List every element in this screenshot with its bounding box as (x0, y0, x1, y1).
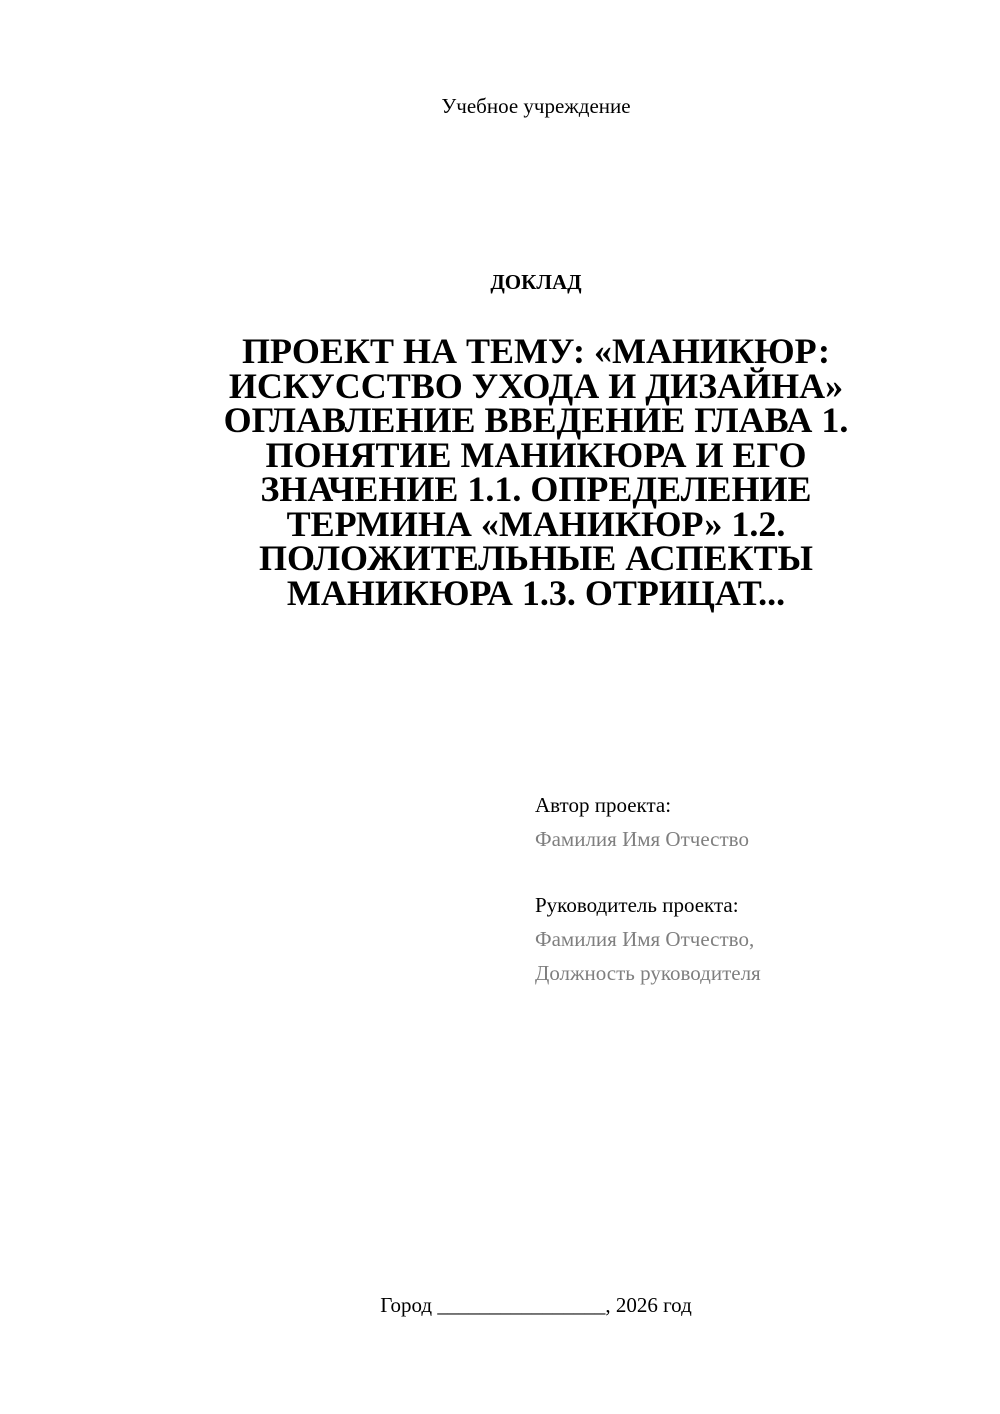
author-name: Фамилия Имя Отчество (535, 827, 749, 851)
city-year-line: Город ________________, 2026 год (380, 1293, 692, 1317)
document-title: ПРОЕКТ НА ТЕМУ: «МАНИКЮР: ИСКУССТВО УХОДА И ДИЗАЙНА» ОГЛАВЛЕНИЕ ВВЕДЕНИЕ ГЛАВА 1. ПОНЯТИЕ МАНИКЮРА И ЕГО ЗНАЧЕНИЕ 1.1. ОПРЕДЕЛЕНИЕ ТЕРМИНА «МАНИКЮР» 1.2. ПОЛОЖИТЕЛЬНЫЕ АСПЕКТЫ МАНИКЮРА 1.3. ОТРИЦАТ... (223, 331, 849, 613)
supervisor-position: Должность руководителя (535, 961, 761, 985)
author-label: Автор проекта: (535, 793, 672, 817)
institution-name: Учебное учреждение (441, 94, 631, 118)
credits-block (535, 788, 955, 990)
spacer (535, 856, 955, 888)
supervisor-name: Фамилия Имя Отчество, (535, 927, 755, 951)
supervisor-label: Руководитель проекта: (535, 893, 739, 917)
document-type: ДОКЛАД (490, 270, 582, 294)
